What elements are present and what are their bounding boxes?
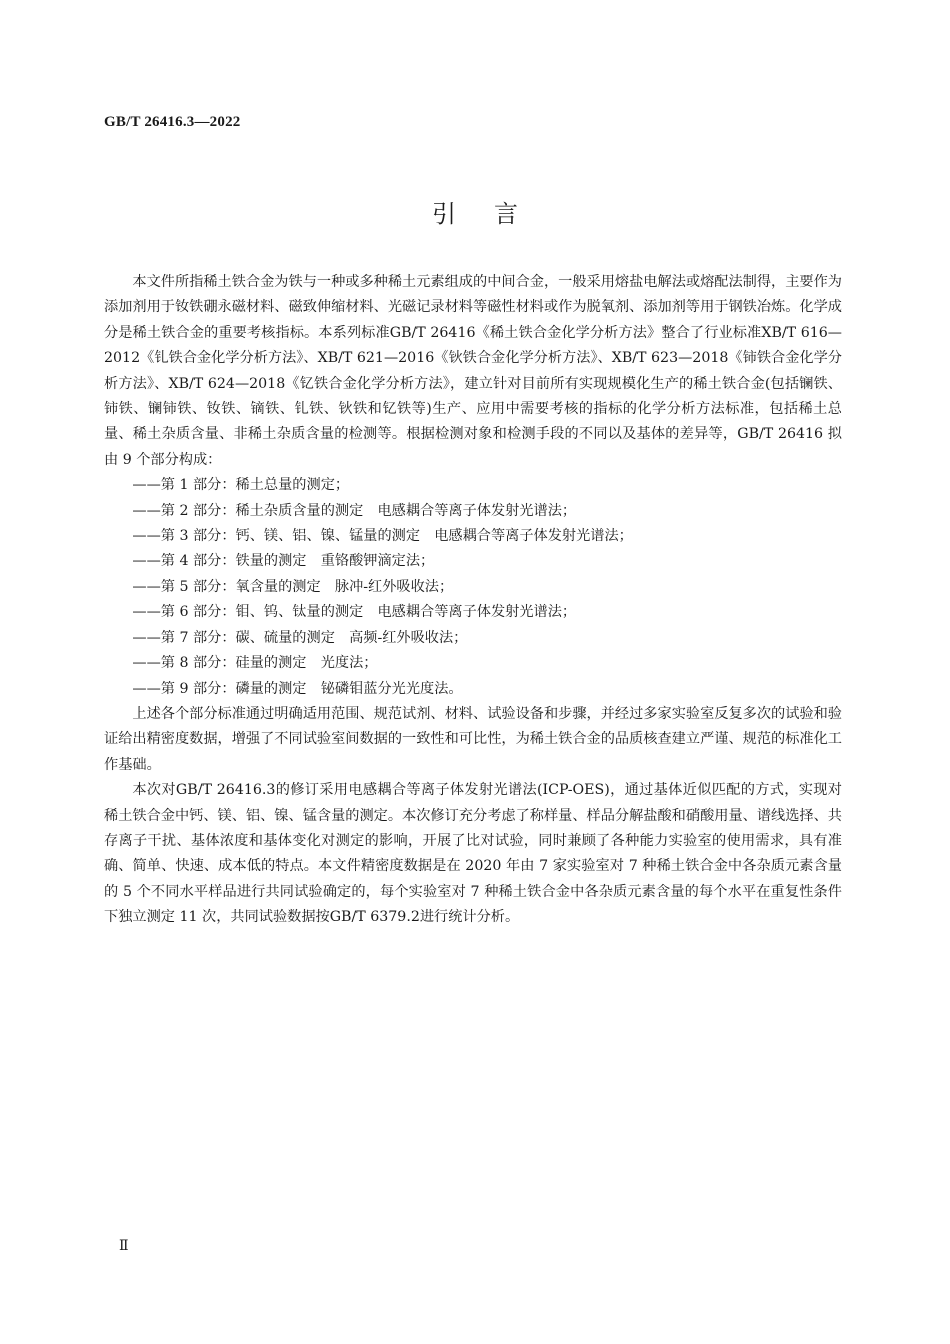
list-item: ——第 6 部分：钼、钨、钛量的测定 电感耦合等离子体发射光谱法； <box>132 604 577 621</box>
parts-list <box>104 473 842 702</box>
list-item: ——第 7 部分：碳、硫量的测定 高频-红外吸收法； <box>132 629 468 646</box>
paragraph-precision: 上述各个部分标准通过明确适用范围、规范试剂、材料、试验设备和步骤，并经过多家实验室反复多次的试验和验证给出精密度数据，增强了不同试验室间数据的一致性和可比性，为稀土铁合金的品质核查建立严谨、规范的标准化工作基础。 <box>104 705 842 773</box>
list-item: ——第 2 部分：稀土杂质含量的测定 电感耦合等离子体发射光谱法； <box>132 502 577 519</box>
list-item: ——第 8 部分：硅量的测定 光度法； <box>132 655 378 672</box>
list-item: ——第 9 部分：磷量的测定 铋磷钼蓝分光光度法。 <box>132 680 463 697</box>
list-item: ——第 4 部分：铁量的测定 重铬酸钾滴定法； <box>132 553 435 570</box>
document-code: GB/T 26416.3—2022 <box>104 114 241 130</box>
page-title: 引言 <box>432 200 556 228</box>
list-item: ——第 5 部分：氧含量的测定 脉冲-红外吸收法； <box>132 578 454 595</box>
introduction-body <box>104 270 842 931</box>
page-number: Ⅱ <box>119 1239 129 1254</box>
paragraph-intro: 本文件所指稀土铁合金为铁与一种或多种稀土元素组成的中间合金，一般采用熔盐电解法或熔配法制得，主要作为添加剂用于钕铁硼永磁材料、磁致伸缩材料、光磁记录材料等磁性材料或作为脱氧剂、添加剂等用于钢铁冶炼。化学成分是稀土铁合金的重要考核指标。本系列标准GB/T 26416《稀土铁合金化学分析方法》整合了行业标准XB/T 616—2012《钆铁合金化学分析方法》、XB/T 621—2016《钬铁合金化学分析方法》、XB/T 623—2018《铈铁合金化学分析方法》、XB/T 624—2018《钇铁合金化学分析方法》，建立针对目前所有实现规模化生产的稀土铁合金(包括镧铁、铈铁、镧铈铁、钕铁、镝铁、钆铁、钬铁和钇铁等)生产、应用中需要考核的指标的化学分析方法标准，包括稀土总量、稀土杂质含量、非稀土杂质含量的检测等。根据检测对象和检测手段的不同以及基体的差异等，GB/T 26416 拟由 9 个部分构成： <box>104 274 842 468</box>
list-item: ——第 3 部分：钙、镁、铝、镍、锰量的测定 电感耦合等离子体发射光谱法； <box>132 528 633 545</box>
paragraph-revision: 本次对GB/T 26416.3的修订采用电感耦合等离子体发射光谱法(ICP-OES)，通过基体近似匹配的方式，实现对稀土铁合金中钙、镁、铝、镍、锰含量的测定。本次修订充分考虑了称样量、样品分解盐酸和硝酸用量、谱线选择、共存离子干扰、基体浓度和基体变化对测定的影响，开展了比对试验，同时兼顾了各种能力实验室的使用需求，具有准确、简单、快速、成本低的特点。本文件精密度数据是在 2020 年由 7 家实验室对 7 种稀土铁合金中各杂质元素含量的 5 个不同水平样品进行共同试验确定的，每个实验室对 7 种稀土铁合金中各杂质元素含量的每个水平在重复性条件下独立测定 11 次，共同试验数据按GB/T 6379.2进行统计分析。 <box>104 782 842 926</box>
list-item: ——第 1 部分：稀土总量的测定； <box>132 477 350 494</box>
